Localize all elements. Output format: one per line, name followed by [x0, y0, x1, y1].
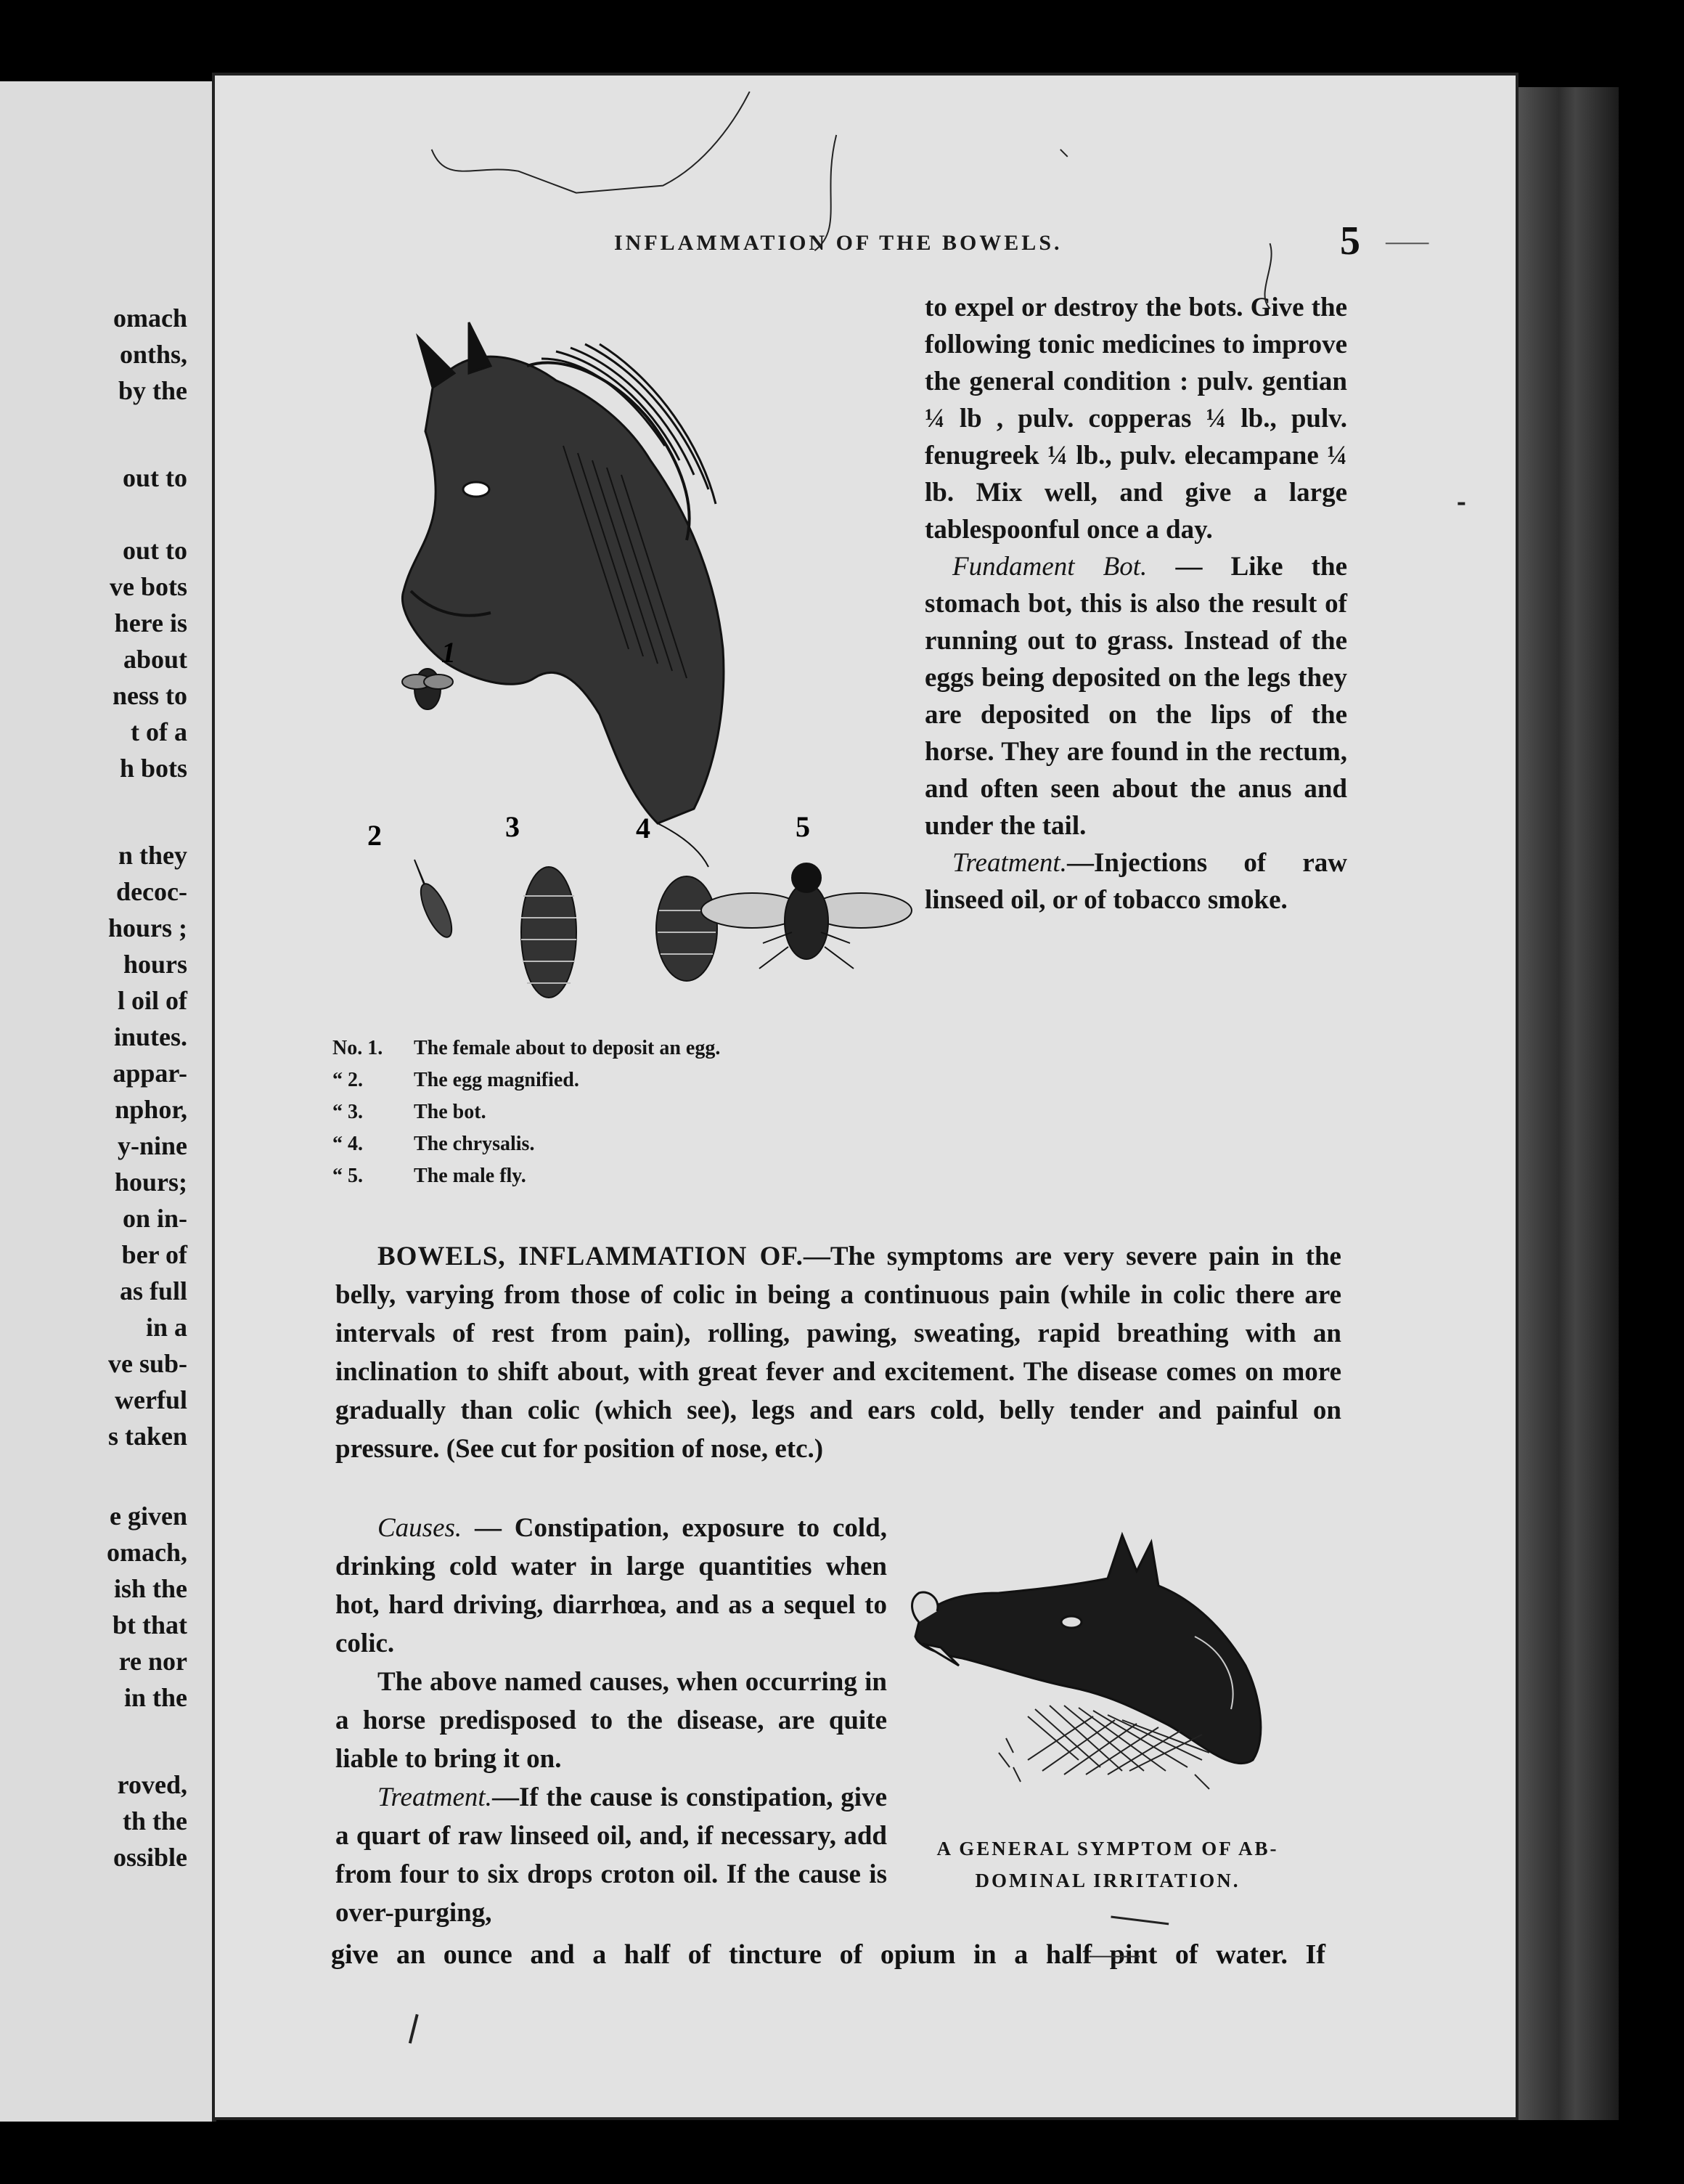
page-number: 5 [1340, 219, 1360, 264]
facing-page-line: t of a [131, 717, 187, 746]
facing-page-line: ossible [113, 1843, 187, 1872]
facing-page-line: h bots [119, 754, 187, 783]
legend-item: “ 5. The male fly. [332, 1165, 526, 1187]
causes-paragraph: Causes. — Constipation, exposure to cold, drinking cold water in large quantities when hot, hard driving, diarrhœa, and as a sequel to colic. [335, 1513, 887, 1658]
figure-label-4: 4 [636, 812, 650, 844]
facing-page-line: re nor [118, 1647, 187, 1676]
legend-item: “ 3. The bot. [332, 1101, 486, 1123]
facing-page-line: bt that [112, 1610, 187, 1639]
facing-page-line: decoc- [116, 877, 187, 906]
facing-page-line: werful [115, 1385, 187, 1414]
male-fly-illustration [701, 863, 912, 969]
facing-page-line: ve sub- [107, 1349, 187, 1378]
fundament-treatment-paragraph: Treatment.—Injections of raw linseed oil, or of tobacco smoke. [925, 848, 1347, 915]
facing-page-line: th the [123, 1806, 187, 1835]
predisposed-paragraph: The above named causes, when occurring in a horse predisposed to the disease, are quite liable to bring it on. [335, 1667, 887, 1774]
bowels-causes-column [335, 1509, 887, 1932]
facing-page-line: in the [123, 1683, 187, 1712]
facing-page-line: ve bots [110, 572, 187, 601]
facing-page-line: hours ; [107, 913, 187, 942]
female-fly-illustration [402, 669, 453, 709]
facing-page-line: by the [118, 376, 187, 405]
closing-line: give an ounce and a half of tincture of opium in a half pint of water. If [331, 1939, 1325, 1970]
figure-label-1: 1 [441, 636, 456, 669]
facing-page-line: appar- [113, 1059, 187, 1088]
book-edge [1510, 87, 1619, 2120]
facing-page-line: in a [145, 1313, 187, 1342]
horse-abdominal-irritation-engraving [890, 1520, 1340, 1840]
facing-page-line: y-nine [117, 1131, 187, 1160]
horse-head-illustration [402, 322, 724, 867]
facing-page-line: ish the [113, 1574, 187, 1603]
figure-label-5: 5 [796, 810, 810, 843]
facing-page-line: hours [123, 950, 187, 979]
chrysalis-illustration [656, 876, 717, 981]
facing-page-line: s taken [107, 1422, 187, 1451]
facing-page-left [0, 81, 216, 2122]
facing-page-line: about [123, 645, 187, 674]
facing-page-line: nphor, [115, 1095, 187, 1124]
legend-item: No. 1. The female about to deposit an egg. [332, 1037, 721, 1059]
figure-caption: A GENERAL SYMPTOM OF AB- DOMINAL IRRITATION. [936, 1838, 1279, 1891]
fundament-bot-paragraph: Fundament Bot. — Like the stomach bot, this is also the result of running out to grass. Instead of the eggs being deposited on the legs they are deposited on the lips of the horse. They are found in the rectum, and often seen about the anus and under the tail. [925, 552, 1347, 841]
facing-page-line: ber of [121, 1240, 187, 1269]
bot-fly-engraving [251, 272, 919, 1019]
facing-page-line: hours; [114, 1168, 187, 1197]
facing-page-line: as full [119, 1276, 187, 1305]
book-page [212, 73, 1519, 2120]
facing-page-line: on in- [122, 1204, 187, 1233]
treatment-paragraph: Treatment.—If the cause is constipation, give a quart of raw linseed oil, and, if necessary, add from four to six drops croton oil. If the cause is over-purging, [335, 1782, 887, 1928]
facing-page-line: omach [113, 303, 187, 333]
bowels-intro: BOWELS, INFLAMMATION OF.—The symptoms are very severe pain in the belly, varying from those of colic in being a continuous pain (while in colic there are intervals of rest from pain), rolling, pawing, sweating, rapid breathing with an inclination to shift about, with great fever and excitement. The disease comes on more gradually than colic (which see), legs and ears cold, belly tender and painful on pressure. (See cut for position of nose, etc.) [335, 1242, 1341, 1464]
bot-illustration [521, 867, 576, 998]
facing-page-line: here is [114, 608, 187, 637]
tonic-paragraph: to expel or destroy the bots. Give the following tonic medicines to improve the general condition : pulv. gentian ¼ lb , pulv. copperas ¼ lb., pulv. fenugreek ¼ lb., pulv. elecampane ¼ lb. Mix well, and give a large tablespoonful once a day. [925, 293, 1347, 545]
facing-page-line: n they [118, 841, 187, 870]
figure-legend [332, 1032, 884, 1192]
facing-page-line: roved, [117, 1770, 187, 1799]
figure-label-3: 3 [505, 810, 520, 843]
facing-page-line: l oil of [118, 986, 187, 1015]
running-head: INFLAMMATION OF THE BOWELS. [614, 231, 1063, 255]
facing-page-line: onths, [119, 340, 187, 369]
facing-page-line: omach, [107, 1538, 187, 1567]
right-column-text [925, 289, 1347, 918]
facing-page-line: inutes. [113, 1022, 187, 1051]
section-heading: BOWELS, INFLAMMATION OF. [377, 1242, 804, 1271]
egg-illustration [414, 860, 458, 941]
facing-page-line: out to [123, 463, 187, 492]
legend-item: “ 2. The egg magnified. [332, 1069, 579, 1091]
facing-page-line: e given [110, 1502, 187, 1531]
figure-label-2: 2 [367, 819, 382, 852]
facing-page-line: out to [123, 536, 187, 565]
legend-item: “ 4. The chrysalis. [332, 1133, 535, 1155]
facing-page-line: ness to [112, 681, 187, 710]
